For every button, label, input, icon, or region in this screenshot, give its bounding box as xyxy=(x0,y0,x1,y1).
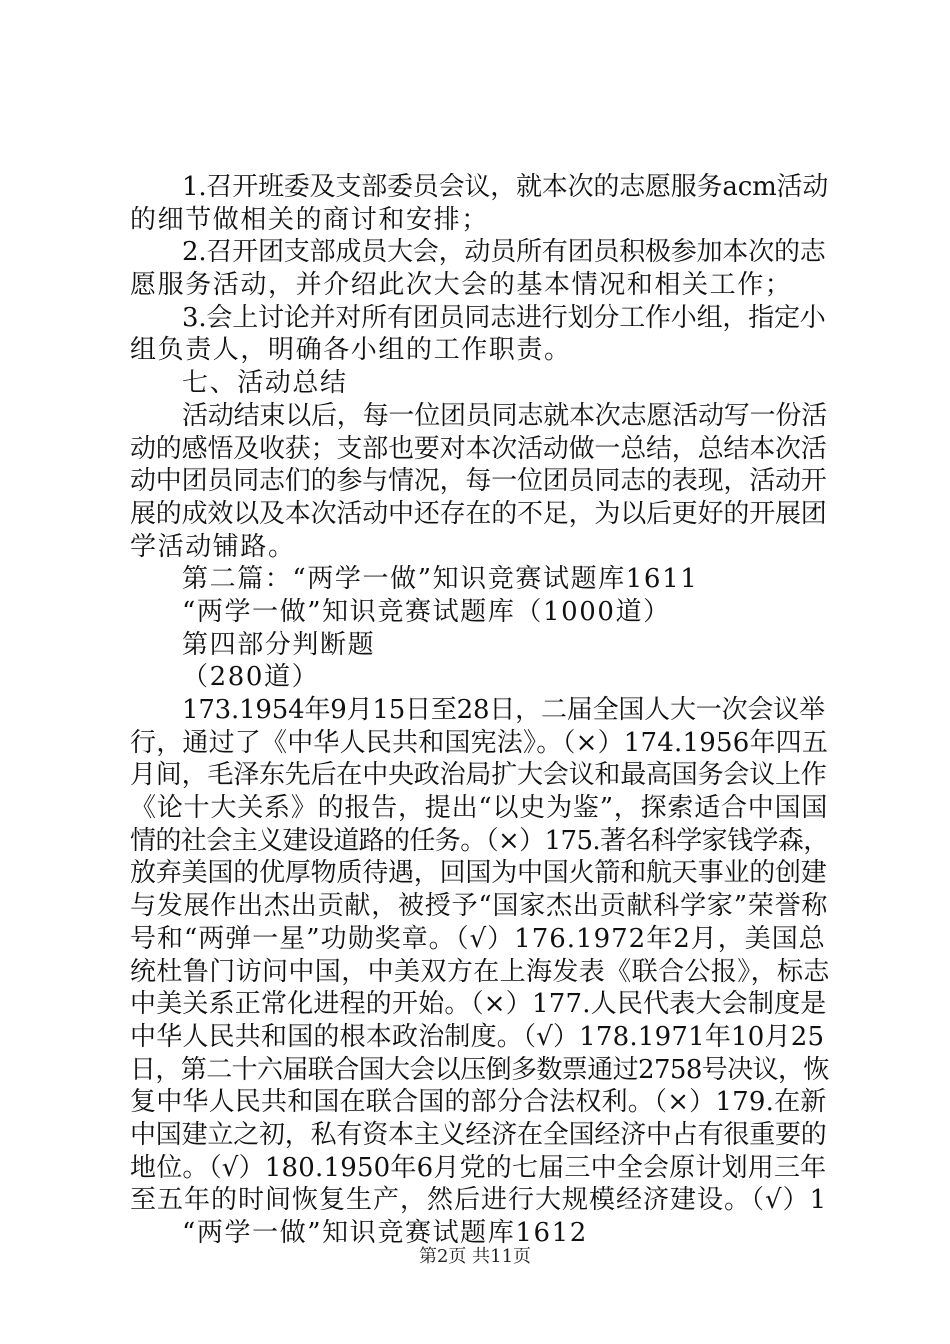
text-line: 活动结束以后，每一位团员同志就本次志愿活动写一份活 xyxy=(182,400,828,431)
text-line: 中美关系正常化进程的开始。（×）177.人民代表大会制度是 xyxy=(130,989,827,1020)
text-line: 学活动铺路。 xyxy=(130,531,296,562)
text-line: 月间，毛泽东先后在中央政治局扩大会议和最高国务会议上作 xyxy=(130,760,827,791)
text-line: 愿服务活动，并介绍此次大会的基本情况和相关工作； xyxy=(130,270,793,301)
text-line: 中国建立之初，私有资本主义经济在全国经济中占有很重要的 xyxy=(130,1119,827,1150)
text-line: 行，通过了《中华人民共和国宪法》。（×）174.1956年四五 xyxy=(130,727,829,758)
text-line: 组负责人，明确各小组的工作职责。 xyxy=(130,335,572,366)
text-line: 展的成效以及本次活动中还存在的不足，为以后更好的开展团 xyxy=(130,498,827,529)
text-line: “两学一做”知识竞赛试题库1612 xyxy=(182,1218,588,1248)
text-line: 至五年的时间恢复生产，然后进行大规模经济建设。（√）1 xyxy=(130,1185,828,1216)
text-line: “两学一做”知识竞赛试题库（1000道） xyxy=(182,596,671,627)
document-body xyxy=(130,171,830,1250)
text-line: 地位。（√）180.1950年6月党的七届三中全会原计划用三年 xyxy=(130,1152,827,1183)
text-line: 统杜鲁门访问中国，中美双方在上海发表《联合公报》，标志 xyxy=(130,956,830,987)
text-line: 中华人民共和国的根本政治制度。（√）178.1971年10月25 xyxy=(130,1021,825,1052)
text-line: 的细节做相关的商讨和安排； xyxy=(130,204,489,235)
text-line: 放弃美国的优厚物质待遇，回国为中国火箭和航天事业的创建 xyxy=(130,858,827,889)
text-line: 《论十大关系》的报告，提出“以史为鉴”，探索适合中国国 xyxy=(130,793,829,824)
text-line: 动的感悟及收获；支部也要对本次活动做一总结，总结本次活 xyxy=(130,433,827,464)
text-line: 173.1954年9月15日至28日，二届全国人大一次会议举 xyxy=(182,695,825,725)
page-number-footer: 第2页 共11页 xyxy=(418,1246,532,1267)
text-line: 1.召开班委及支部委员会议，就本次的志愿服务acm活动 xyxy=(182,172,829,202)
text-line: 情的社会主义建设道路的任务。（×）175.著名科学家钱学森， xyxy=(130,825,829,856)
text-line: 七、活动总结 xyxy=(182,368,348,399)
text-line: 3.会上讨论并对所有团员同志进行划分工作小组，指定小 xyxy=(182,302,826,333)
text-line: 与发展作出杰出贡献，被授予“国家杰出贡献科学家”荣誉称 xyxy=(130,891,829,922)
text-line: 2.召开团支部成员大会，动员所有团员积极参加本次的志 xyxy=(182,237,826,268)
text-line: 第二篇：“两学一做”知识竞赛试题库1611 xyxy=(182,564,699,595)
text-line: 第四部分判断题 xyxy=(182,629,376,660)
text-line: 号和“两弹一星”功勋奖章。（√）176.1972年2月，美国总 xyxy=(130,923,826,954)
text-line: 复中华人民共和国在联合国的部分合法权利。（×）179.在新 xyxy=(130,1087,827,1118)
text-line: （280道） xyxy=(182,662,320,693)
text-line: 日，第二十六届联合国大会以压倒多数票通过2758号决议，恢 xyxy=(130,1054,829,1085)
text-line: 动中团员同志们的参与情况，每一位团员同志的表现，活动开 xyxy=(130,466,827,497)
